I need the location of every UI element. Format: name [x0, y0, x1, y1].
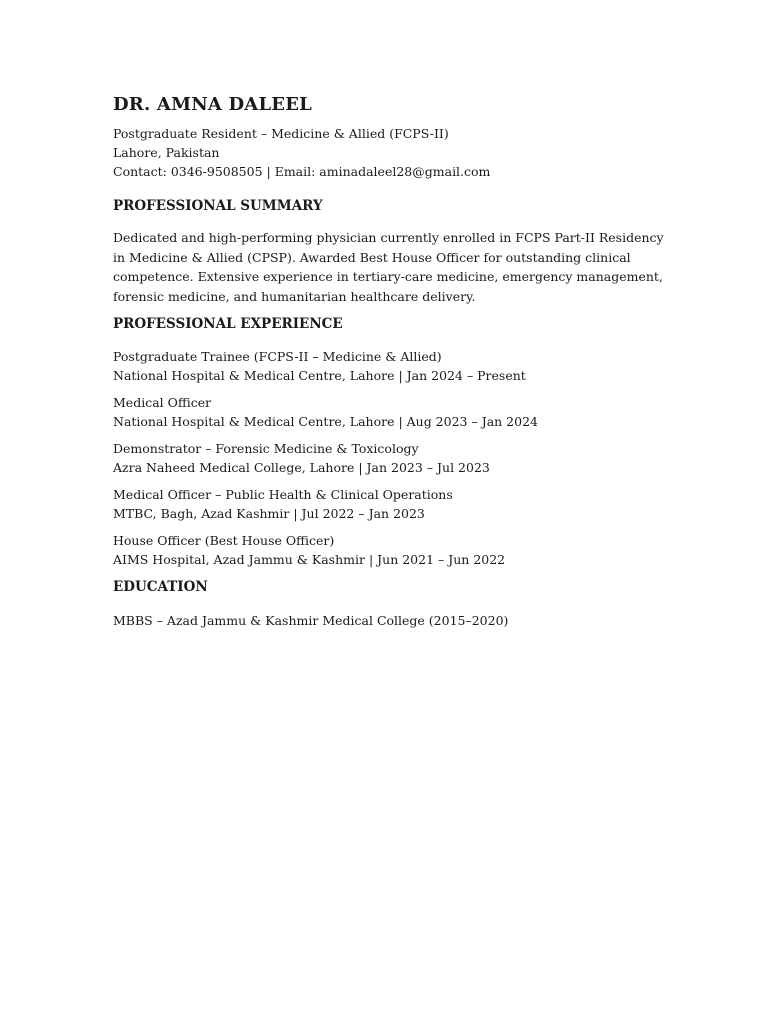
education-heading: EDUCATION: [113, 579, 208, 595]
candidate-name: DR. AMNA DALEEL: [113, 94, 313, 115]
experience-item: [113, 439, 673, 477]
education-entry: MBBS – Azad Jammu & Kashmir Medical College (2015–2020): [113, 613, 509, 628]
summary-section: [113, 228, 673, 306]
candidate-location: Lahore, Pakistan: [113, 145, 220, 160]
resume-header: [113, 92, 673, 181]
experience-item: [113, 347, 673, 385]
job-role: Medical Officer – Public Health & Clinical Operations: [113, 487, 453, 502]
job-details: National Hospital & Medical Centre, Lahore | Jan 2024 – Present: [113, 368, 526, 383]
job-details: MTBC, Bagh, Azad Kashmir | Jul 2022 – Jan 2023: [113, 506, 425, 521]
experience-section: [113, 347, 673, 569]
job-role: Postgraduate Trainee (FCPS-II – Medicine & Allied): [113, 349, 442, 364]
experience-item: [113, 485, 673, 523]
summary-heading: PROFESSIONAL SUMMARY: [113, 198, 323, 214]
experience-item: [113, 531, 673, 569]
job-details: Azra Naheed Medical College, Lahore | Jan 2023 – Jul 2023: [113, 460, 490, 475]
summary-text: Dedicated and high-performing physician currently enrolled in FCPS Part-II Residency in Medicine & Allied (CPSP). Awarded Best House Officer for outstanding clinical competence. Extensive experience in tertiary-care medicine, emergency management, forensic medicine, and humanitarian healthcare delivery.: [113, 230, 664, 304]
job-role: House Officer (Best House Officer): [113, 533, 335, 548]
experience-heading: PROFESSIONAL EXPERIENCE: [113, 316, 343, 332]
candidate-contact: Contact: 0346-9508505 | Email: aminadaleel28@gmail.com: [113, 164, 491, 179]
resume-page: [113, 92, 673, 630]
candidate-title: Postgraduate Resident – Medicine & Allied (FCPS-II): [113, 126, 449, 141]
experience-item: [113, 393, 673, 431]
job-role: Demonstrator – Forensic Medicine & Toxicology: [113, 441, 419, 456]
job-role: Medical Officer: [113, 395, 212, 410]
job-details: AIMS Hospital, Azad Jammu & Kashmir | Jun 2021 – Jun 2022: [113, 552, 506, 567]
education-section: [113, 611, 673, 630]
job-details: National Hospital & Medical Centre, Lahore | Aug 2023 – Jan 2024: [113, 414, 538, 429]
